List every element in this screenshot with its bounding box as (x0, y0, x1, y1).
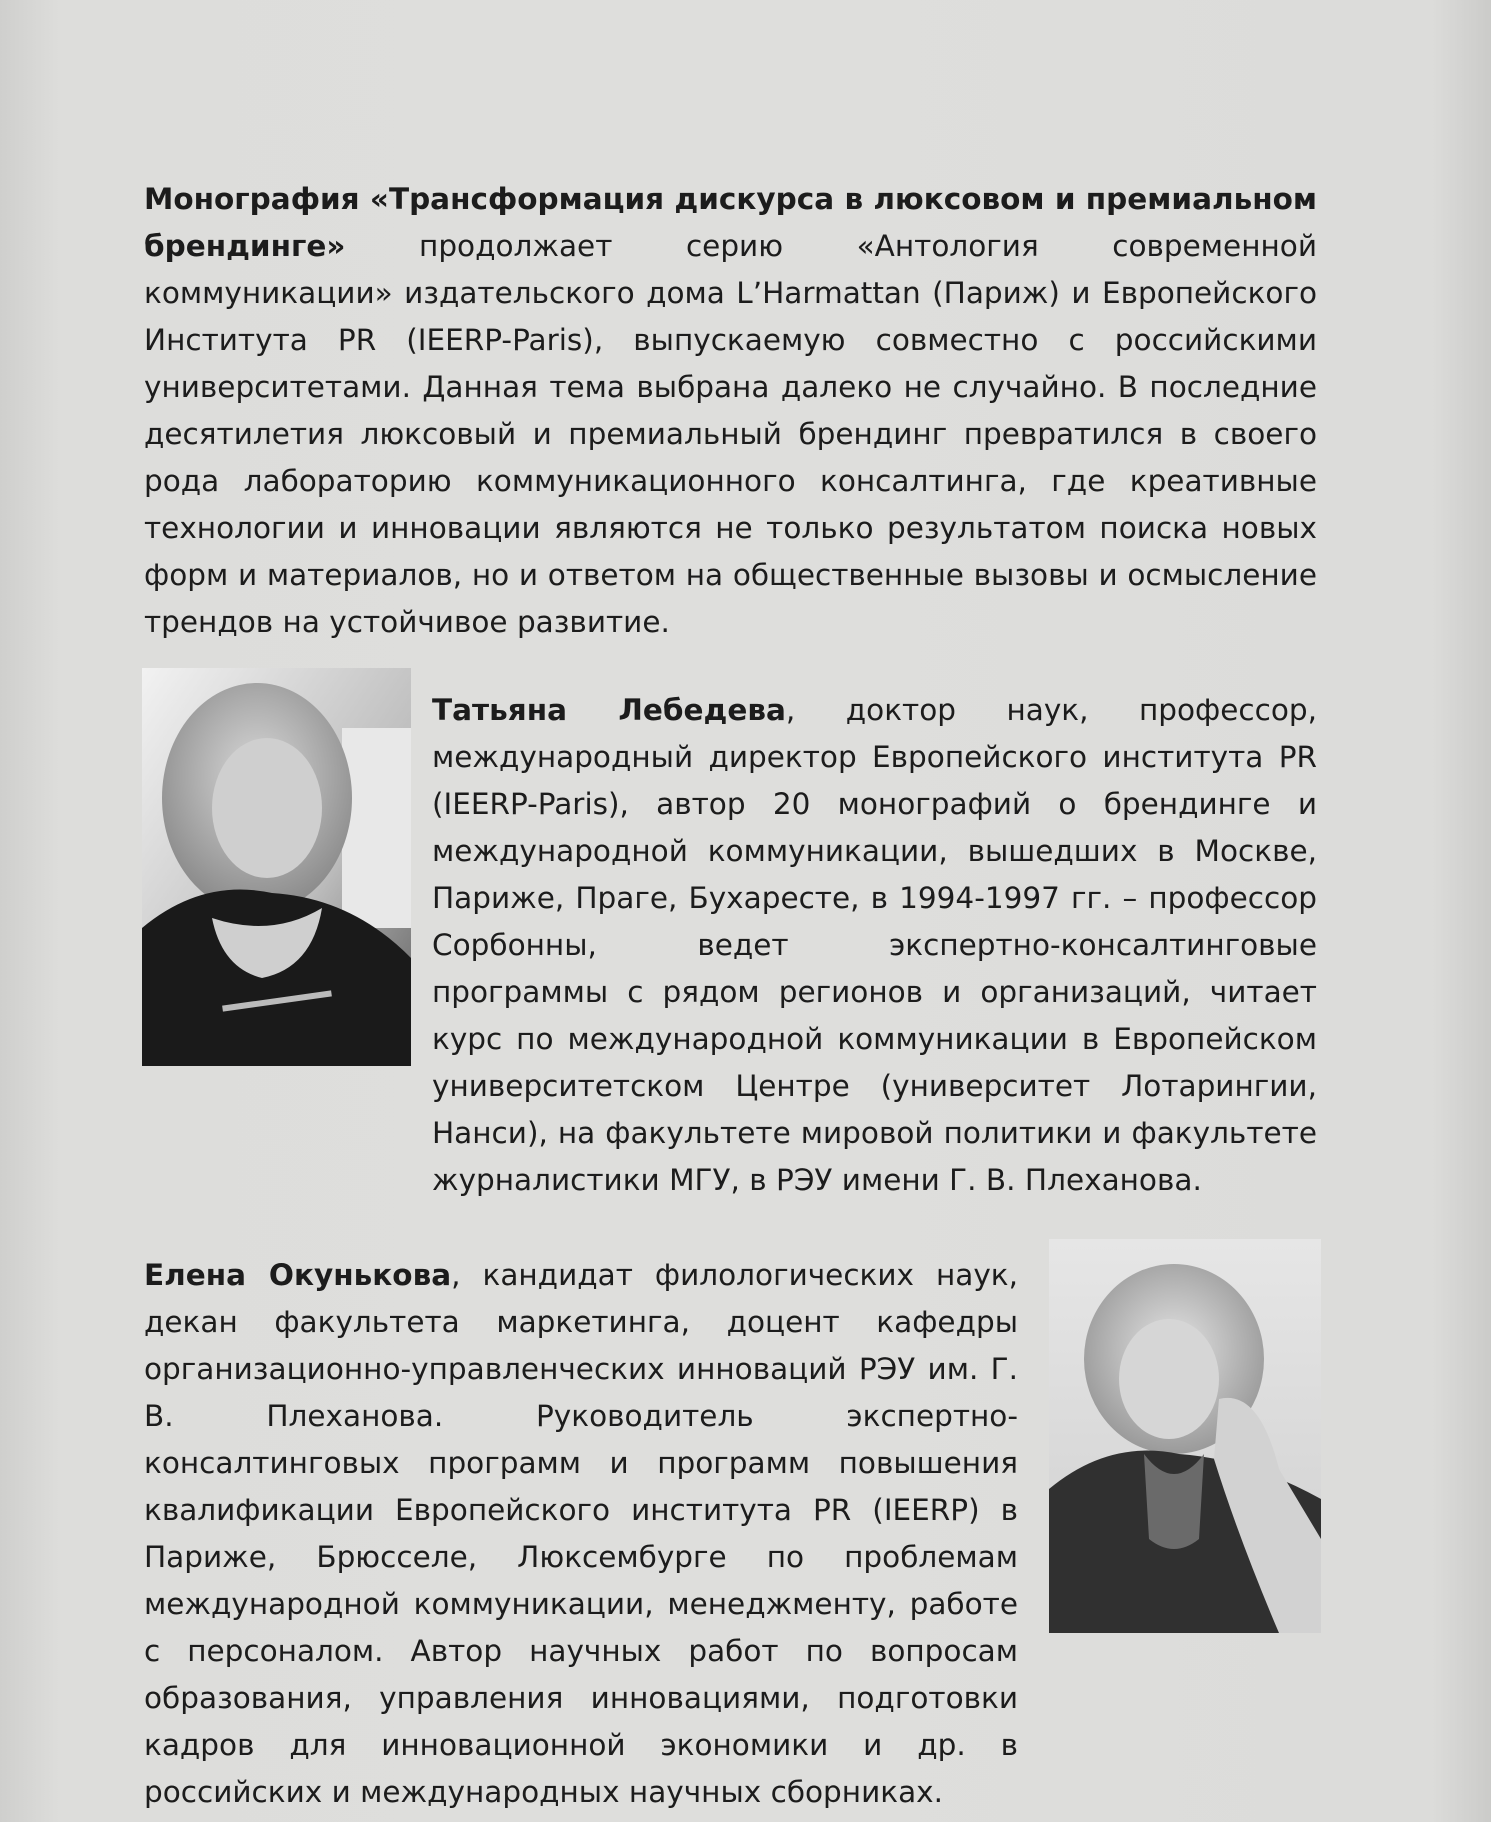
author-bio-okunkova-text: , кандидат филологических наук, декан факультета маркетинга, доцент кафедры организационно-управленческих инноваций РЭУ им. Г. В. Плеханова. Руководитель экспертно-консалтинговых программ и программ повышения квалификации Европейского института PR (IEERP) в Париже, Брюсселе, Люксембурге по проблемам международной коммуникации, менеджменту, работе с персоналом. Автор научных работ по вопросам образования, управления инновациями, подготовки кадров для инновационной экономики и др. в российских и международных научных сборниках. (144, 1257, 1018, 1809)
author-name-lebedeva: Татьяна Лебедева (432, 692, 786, 727)
author-bio-lebedeva (432, 687, 1317, 1204)
author-bio-okunkova (144, 1252, 1018, 1816)
author-bio-lebedeva-text: , доктор наук, профессор, международный директор Европейского института PR (IEERP-Paris), автор 20 монографий о брендинге и международной коммуникации, вышедших в Москве, Париже, Праге, Бухаресте, в 1994-1997 гг. – профессор Сорбонны, ведет экспертно-консалтинговые программы с рядом регионов и организаций, читает курс по международной коммуникации в Европейском университетском Центре (университет Лотарингии, Нанси), на факультете мировой политики и факультете журналистики МГУ, в РЭУ имени Г. В. Плеханова. (432, 692, 1317, 1197)
monograph-description (144, 176, 1317, 646)
author-photo-lebedeva (142, 668, 411, 1066)
monograph-title: Монография «Трансформация дискурса в люксовом и премиальном брендинге» (144, 181, 1317, 263)
author-name-okunkova: Елена Окунькова (144, 1257, 452, 1292)
monograph-description-text: продолжает серию «Антология современной коммуникации» издательского дома L’Harmattan (Париж) и Европейского Института PR (IEERP-Paris), выпускаемую совместно с российскими университетами. Данная тема выбрана далеко не случайно. В последние десятилетия люксовый и премиальный брендинг превратился в своего рода лабораторию коммуникационного консалтинга, где креативные технологии и инновации являются не только результатом поиска новых форм и материалов, но и ответом на общественные вызовы и осмысление трендов на устойчивое развитие. (144, 228, 1317, 639)
author-photo-okunkova (1049, 1239, 1321, 1633)
